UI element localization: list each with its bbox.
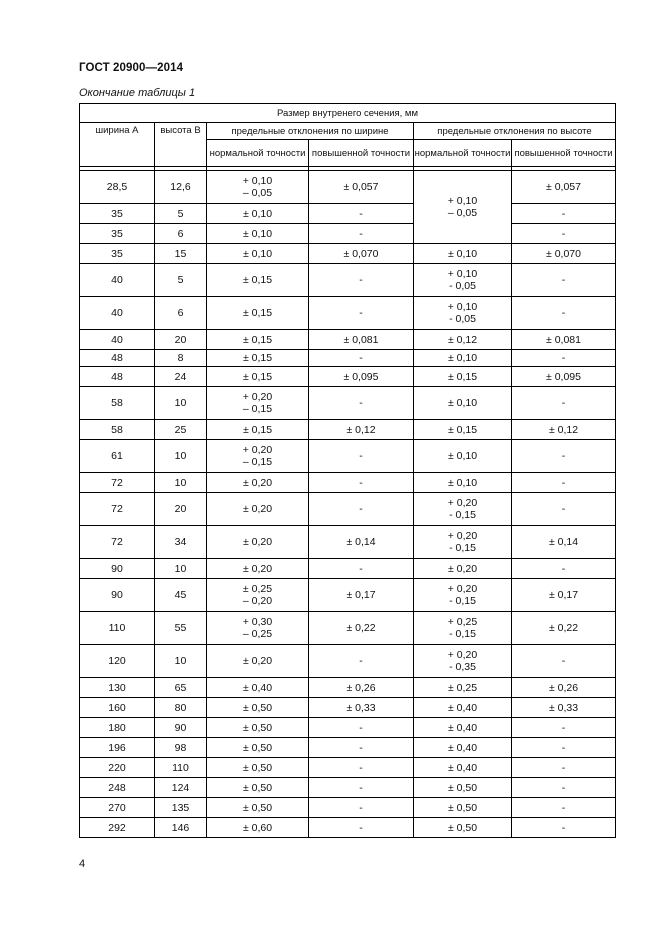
cell-dev-height-normal (414, 297, 512, 330)
table-row (80, 330, 616, 350)
cell-width-a: 130 (80, 678, 155, 698)
cell-dev-width-high: - (309, 645, 414, 678)
cell-dev-width-high: ± 0,17 (309, 579, 414, 612)
cell-dev-width-normal (207, 330, 309, 350)
table-row (80, 698, 616, 718)
cell-height-b: 24 (155, 367, 207, 387)
document-code: ГОСТ 20900—2014 (79, 62, 184, 74)
cell-line: + 0,20 (447, 583, 478, 595)
cell-dev-height-normal (414, 350, 512, 367)
cell-dev-width-high: - (309, 204, 414, 224)
table-row (80, 559, 616, 579)
cell-height-b: 80 (155, 698, 207, 718)
cell-dev-width-normal (207, 612, 309, 645)
cell-dev-height-normal (414, 330, 512, 350)
cell-width-a: 292 (80, 818, 155, 838)
cell-dev-width-high: ± 0,22 (309, 612, 414, 645)
cell-dev-width-normal (207, 798, 309, 818)
cell-line: – 0,05 (447, 207, 478, 219)
cell-dev-width-high: - (309, 718, 414, 738)
table-row (80, 440, 616, 473)
cell-width-a: 72 (80, 493, 155, 526)
cell-line: - 0,15 (449, 542, 476, 554)
cell-line: + 0,20 (242, 444, 273, 456)
table-row (80, 645, 616, 678)
table-row (80, 526, 616, 559)
cell-line: ± 0,10 (242, 247, 273, 260)
cell-dev-height-normal (414, 493, 512, 526)
cell-dev-width-normal (207, 738, 309, 758)
cell-dev-width-high: - (309, 224, 414, 244)
cell-dev-width-normal (207, 171, 309, 204)
cell-line: ± 0,20 (242, 655, 273, 667)
cell-height-b: 124 (155, 778, 207, 798)
cell-dev-height-normal (414, 612, 512, 645)
table-row (80, 297, 616, 330)
cell-line: ± 0,10 (447, 450, 478, 462)
cell-dev-width-normal (207, 698, 309, 718)
cell-dev-height-normal (414, 579, 512, 612)
cell-width-a: 48 (80, 367, 155, 387)
cell-dev-height-normal (414, 758, 512, 778)
cell-dev-height-high: ± 0,22 (512, 612, 616, 645)
cell-line: - 0,15 (449, 509, 476, 521)
cell-height-b: 65 (155, 678, 207, 698)
cell-line: ± 0,15 (242, 423, 273, 436)
cell-dev-height-high: ± 0,12 (512, 420, 616, 440)
cell-dev-height-high: - (512, 778, 616, 798)
cell-dev-width-normal (207, 420, 309, 440)
cell-dev-width-high: ± 0,33 (309, 698, 414, 718)
cell-width-a: 48 (80, 350, 155, 367)
sub-header-normal-height: нормальной точности (414, 140, 512, 167)
cell-dev-height-normal (414, 526, 512, 559)
cell-dev-height-high: - (512, 350, 616, 367)
cell-dev-width-normal (207, 367, 309, 387)
cell-dev-width-normal (207, 559, 309, 579)
cell-width-a: 61 (80, 440, 155, 473)
sub-header-normal-width: нормальной точности (207, 140, 309, 167)
cell-line: ± 0,10 (447, 397, 478, 409)
cell-line: ± 0,50 (242, 701, 273, 714)
col-header-width: ширина А (80, 123, 155, 167)
cell-dev-width-normal (207, 645, 309, 678)
cell-width-a: 72 (80, 526, 155, 559)
cell-line: ± 0,15 (242, 274, 273, 286)
cell-dev-height-high: - (512, 798, 616, 818)
cell-width-a: 196 (80, 738, 155, 758)
cell-width-a: 110 (80, 612, 155, 645)
cell-line: + 0,10 (447, 268, 478, 280)
cell-dev-height-high: - (512, 718, 616, 738)
table-row (80, 718, 616, 738)
cell-dev-height-high: - (512, 818, 616, 838)
cell-dev-width-high: - (309, 440, 414, 473)
table-row (80, 493, 616, 526)
cell-width-a: 90 (80, 579, 155, 612)
cell-width-a: 58 (80, 420, 155, 440)
cell-line: ± 0,10 (242, 227, 273, 240)
cell-dev-width-normal (207, 758, 309, 778)
cell-dev-width-high: - (309, 798, 414, 818)
cell-height-b: 20 (155, 330, 207, 350)
cell-dev-width-normal (207, 493, 309, 526)
cell-dev-width-normal (207, 778, 309, 798)
cell-width-a: 72 (80, 473, 155, 493)
cell-line: ± 0,10 (242, 207, 273, 220)
cell-dev-height-high: ± 0,33 (512, 698, 616, 718)
cell-line: + 0,20 (447, 530, 478, 542)
table-row (80, 204, 616, 224)
cell-width-a: 220 (80, 758, 155, 778)
cell-width-a: 35 (80, 224, 155, 244)
cell-line: - 0,35 (449, 661, 476, 673)
cell-dev-height-high: - (512, 297, 616, 330)
sub-header-high-height: повышенной точности (512, 140, 616, 167)
cell-dev-height-high: - (512, 473, 616, 493)
cell-line: ± 0,60 (242, 821, 273, 834)
cell-dev-width-normal (207, 350, 309, 367)
cell-dev-width-high: - (309, 738, 414, 758)
table-row (80, 579, 616, 612)
table-row (80, 738, 616, 758)
cell-dev-height-normal (414, 420, 512, 440)
cell-dev-width-high: ± 0,057 (309, 171, 414, 204)
cell-width-a: 270 (80, 798, 155, 818)
sub-header-high-width: повышенной точности (309, 140, 414, 167)
table-row (80, 171, 616, 204)
cell-width-a: 28,5 (80, 171, 155, 204)
cell-height-b: 5 (155, 204, 207, 224)
cell-line: – 0,05 (242, 187, 273, 199)
cell-height-b: 55 (155, 612, 207, 645)
cell-height-b: 6 (155, 224, 207, 244)
cell-dev-height-high: ± 0,070 (512, 244, 616, 264)
cell-dev-width-normal (207, 818, 309, 838)
cell-dev-height-normal (414, 818, 512, 838)
cell-line: ± 0,50 (447, 781, 478, 794)
cell-height-b: 10 (155, 559, 207, 579)
cell-height-b: 10 (155, 440, 207, 473)
cell-dev-width-high: - (309, 297, 414, 330)
cell-line: ± 0,10 (447, 352, 478, 364)
table-row (80, 612, 616, 645)
cell-dev-height-normal (414, 798, 512, 818)
cell-line: ± 0,25 (242, 583, 273, 595)
cell-height-b: 146 (155, 818, 207, 838)
cell-dev-height-high: - (512, 559, 616, 579)
cell-dev-width-normal (207, 387, 309, 420)
table-row (80, 778, 616, 798)
col-header-height: высота В (155, 123, 207, 167)
table-row (80, 264, 616, 297)
cell-line: ± 0,50 (242, 801, 273, 814)
table-row (80, 224, 616, 244)
cell-dev-height-normal (414, 559, 512, 579)
cell-width-a: 35 (80, 204, 155, 224)
cell-dev-width-high: - (309, 493, 414, 526)
cell-line: ± 0,20 (447, 562, 478, 575)
cell-line: ± 0,15 (242, 352, 273, 364)
cell-dev-height-normal (414, 645, 512, 678)
table-row (80, 387, 616, 420)
cell-dev-width-high: ± 0,070 (309, 244, 414, 264)
cell-height-b: 15 (155, 244, 207, 264)
table-row (80, 473, 616, 493)
cell-width-a: 160 (80, 698, 155, 718)
cell-dev-height-high: - (512, 204, 616, 224)
cell-line: ± 0,15 (242, 307, 273, 319)
cell-dev-width-high: - (309, 387, 414, 420)
cell-dev-height-normal (414, 738, 512, 758)
cell-height-b: 8 (155, 350, 207, 367)
cell-dev-width-normal (207, 264, 309, 297)
cell-dev-height-high: ± 0,14 (512, 526, 616, 559)
cell-height-b: 25 (155, 420, 207, 440)
cell-line: ± 0,15 (447, 370, 478, 383)
cell-dev-width-normal (207, 718, 309, 738)
cell-height-b: 10 (155, 387, 207, 420)
cell-height-b: 135 (155, 798, 207, 818)
cell-dev-width-normal (207, 440, 309, 473)
cell-dev-height-normal (414, 440, 512, 473)
col-header-dev-height: предельные отклонения по высоте (414, 123, 616, 140)
cell-dev-width-normal (207, 224, 309, 244)
cell-dev-width-high: ± 0,095 (309, 367, 414, 387)
cell-line: ± 0,50 (447, 801, 478, 814)
cell-line: - 0,15 (449, 595, 476, 607)
cell-line: – 0,15 (242, 403, 273, 415)
cell-dev-width-high: - (309, 778, 414, 798)
table-row (80, 798, 616, 818)
cell-dev-height-high: - (512, 440, 616, 473)
cell-line: ± 0,15 (242, 370, 273, 383)
cell-line: + 0,20 (447, 649, 478, 661)
cell-dev-width-normal (207, 204, 309, 224)
cell-height-b: 34 (155, 526, 207, 559)
cell-dev-height-normal (414, 264, 512, 297)
cell-height-b: 20 (155, 493, 207, 526)
cell-height-b: 98 (155, 738, 207, 758)
cell-line: ± 0,15 (242, 333, 273, 346)
cell-height-b: 90 (155, 718, 207, 738)
table-body (80, 171, 616, 838)
cell-line: + 0,25 (447, 616, 478, 628)
cell-height-b: 45 (155, 579, 207, 612)
cell-dev-width-normal (207, 678, 309, 698)
cell-dev-width-high: ± 0,26 (309, 678, 414, 698)
cell-dev-height-normal (414, 387, 512, 420)
cell-line: ± 0,20 (242, 536, 273, 548)
cell-dev-height-high: - (512, 387, 616, 420)
cell-width-a: 40 (80, 330, 155, 350)
tolerance-table (79, 103, 616, 838)
cell-dev-width-normal (207, 297, 309, 330)
cell-dev-width-high: - (309, 264, 414, 297)
cell-dev-height-normal (414, 718, 512, 738)
cell-line: ± 0,20 (242, 503, 273, 515)
cell-dev-width-normal (207, 526, 309, 559)
cell-line: ± 0,50 (242, 721, 273, 734)
cell-line: ± 0,20 (242, 562, 273, 575)
cell-line: ± 0,40 (242, 681, 273, 694)
cell-line: ± 0,15 (447, 423, 478, 436)
table-row (80, 758, 616, 778)
cell-dev-height-normal (414, 698, 512, 718)
cell-dev-height-high: ± 0,26 (512, 678, 616, 698)
cell-dev-height-high: - (512, 758, 616, 778)
table-row (80, 350, 616, 367)
cell-line: ± 0,12 (447, 333, 478, 346)
cell-width-a: 40 (80, 264, 155, 297)
cell-dev-width-high: ± 0,081 (309, 330, 414, 350)
page-number: 4 (79, 858, 86, 870)
cell-dev-height-normal (414, 678, 512, 698)
cell-line: + 0,30 (242, 616, 273, 628)
cell-dev-width-high: - (309, 350, 414, 367)
cell-line: ± 0,50 (447, 821, 478, 834)
cell-dev-height-normal (414, 367, 512, 387)
cell-dev-height-high: ± 0,17 (512, 579, 616, 612)
cell-line: – 0,25 (242, 628, 273, 640)
cell-line: ± 0,50 (242, 781, 273, 794)
cell-line: - 0,05 (449, 313, 476, 325)
cell-height-b: 10 (155, 645, 207, 678)
cell-line: ± 0,40 (447, 721, 478, 734)
cell-width-a: 180 (80, 718, 155, 738)
cell-dev-width-high: - (309, 473, 414, 493)
cell-height-b: 6 (155, 297, 207, 330)
cell-line: ± 0,10 (447, 476, 478, 489)
cell-dev-width-high: - (309, 818, 414, 838)
cell-width-a: 40 (80, 297, 155, 330)
cell-line: ± 0,40 (447, 741, 478, 754)
cell-line: + 0,10 (242, 175, 273, 187)
cell-dev-height-normal (414, 778, 512, 798)
cell-dev-height-normal (414, 473, 512, 493)
group-header: Размер внутренего сечения, мм (80, 104, 616, 123)
cell-height-b: 10 (155, 473, 207, 493)
cell-line: – 0,20 (242, 595, 273, 607)
cell-dev-height-high: - (512, 224, 616, 244)
table-row (80, 367, 616, 387)
cell-dev-width-high: - (309, 559, 414, 579)
cell-line: + 0,10 (447, 301, 478, 313)
cell-line: + 0,10 (447, 195, 478, 207)
cell-line: – 0,15 (242, 456, 273, 468)
cell-dev-width-normal (207, 579, 309, 612)
cell-dev-height-high: ± 0,095 (512, 367, 616, 387)
cell-dev-width-high: ± 0,12 (309, 420, 414, 440)
cell-height-b: 110 (155, 758, 207, 778)
cell-height-b: 5 (155, 264, 207, 297)
cell-height-b: 12,6 (155, 171, 207, 204)
table-row (80, 678, 616, 698)
col-header-dev-width: предельные отклонения по ширине (207, 123, 414, 140)
cell-dev-height-high: ± 0,081 (512, 330, 616, 350)
cell-width-a: 90 (80, 559, 155, 579)
cell-line: ± 0,25 (447, 681, 478, 694)
cell-line: ± 0,50 (242, 741, 273, 754)
cell-width-a: 58 (80, 387, 155, 420)
cell-dev-height-normal (414, 244, 512, 264)
cell-width-a: 120 (80, 645, 155, 678)
cell-dev-height-high: - (512, 264, 616, 297)
cell-line: ± 0,10 (447, 247, 478, 260)
cell-dev-height-high: - (512, 645, 616, 678)
cell-dev-width-normal (207, 473, 309, 493)
cell-dev-width-normal (207, 244, 309, 264)
cell-line: ± 0,20 (242, 476, 273, 489)
cell-dev-width-high: - (309, 758, 414, 778)
cell-dev-height-normal (414, 171, 512, 244)
table-caption: Окончание таблицы 1 (79, 87, 196, 99)
cell-line: + 0,20 (242, 391, 273, 403)
cell-line: - 0,15 (449, 628, 476, 640)
cell-line: - 0,05 (449, 280, 476, 292)
cell-dev-height-high: ± 0,057 (512, 171, 616, 204)
cell-dev-height-high: - (512, 738, 616, 758)
table-row (80, 818, 616, 838)
cell-width-a: 35 (80, 244, 155, 264)
cell-line: ± 0,40 (447, 761, 478, 774)
cell-line: + 0,20 (447, 497, 478, 509)
cell-line: ± 0,50 (242, 761, 273, 774)
cell-dev-height-high: - (512, 493, 616, 526)
cell-dev-width-high: ± 0,14 (309, 526, 414, 559)
table-row (80, 244, 616, 264)
cell-line: ± 0,40 (447, 701, 478, 714)
table-row (80, 420, 616, 440)
cell-width-a: 248 (80, 778, 155, 798)
